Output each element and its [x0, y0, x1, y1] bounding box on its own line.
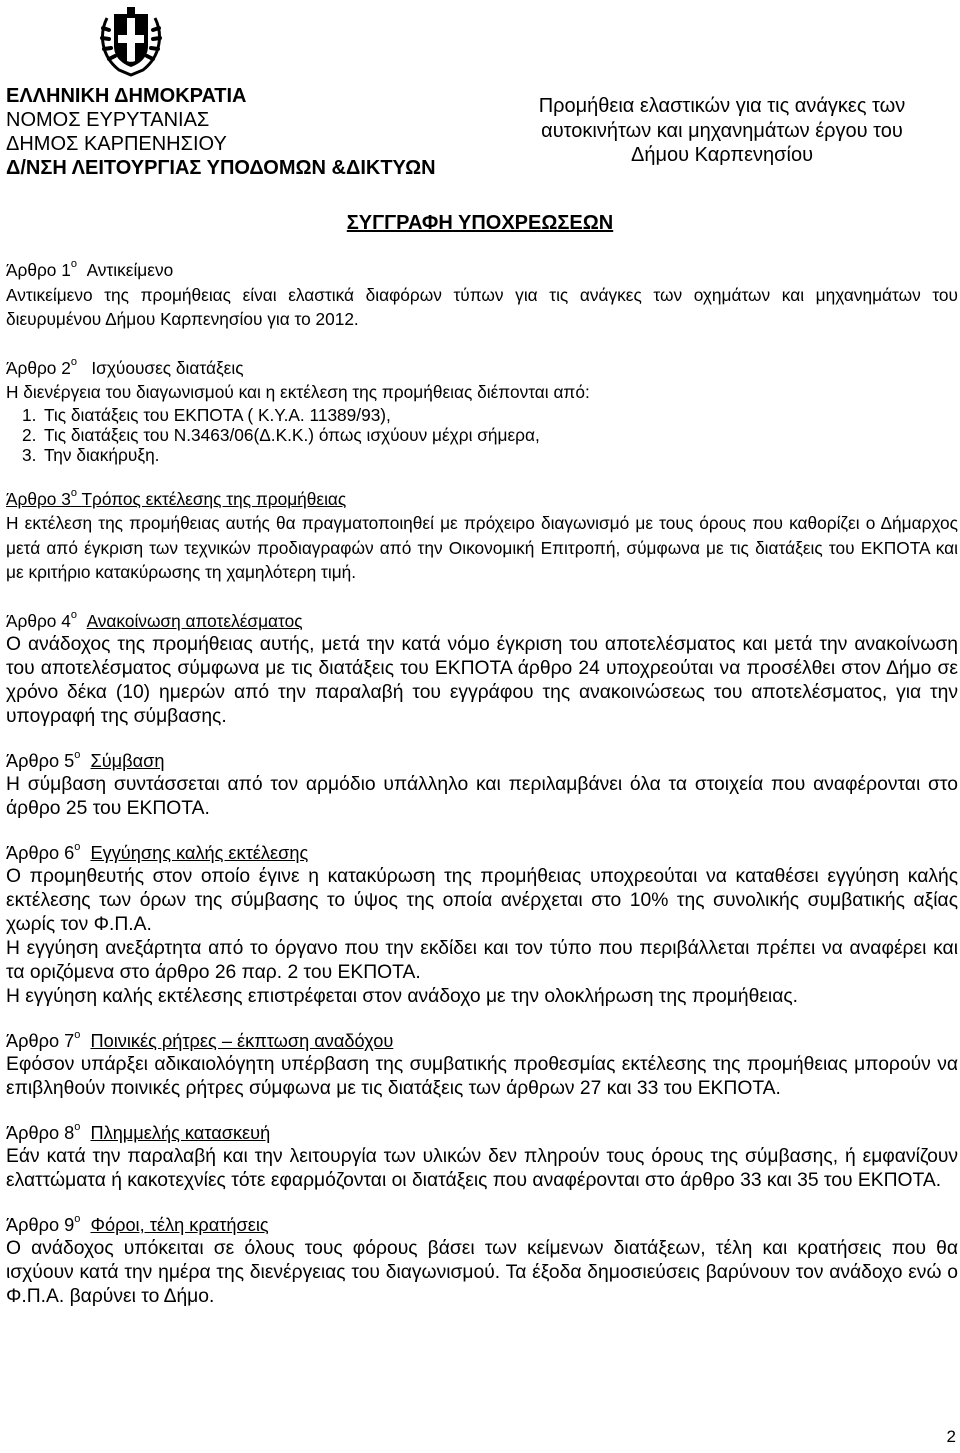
article-label: Άρθρο 6 — [6, 843, 75, 863]
article-name: Φόροι, τέλη κρατήσεις — [90, 1215, 269, 1235]
article-label: Άρθρο 1 — [6, 260, 71, 280]
article-label: Άρθρο 5 — [6, 751, 75, 771]
article-heading — [6, 258, 958, 283]
article-heading — [6, 356, 958, 381]
article-9 — [6, 1213, 958, 1309]
article-label: Άρθρο 4 — [6, 610, 71, 631]
articles-body — [6, 258, 958, 1309]
article-5 — [6, 749, 958, 821]
article-heading — [6, 841, 958, 865]
article-ordinal: ο — [74, 1028, 81, 1041]
list-item-number: 2. — [22, 424, 37, 445]
article-name: Εγγύησης καλής εκτέλεσης — [90, 843, 309, 863]
subject-line-1: Προμήθεια ελαστικών για τις ανάγκες των — [538, 95, 906, 117]
article-3 — [6, 487, 958, 585]
list-item-number: 1. — [22, 404, 37, 425]
article-text: Ο ανάδοχος της προμήθειας αυτής, μετά την κατά νόμο έγκριση του αποτελέσματος και μετά την ανακοίνωση του αποτελέσματος σύμφωνα με τις διατάξεις του ΕΚΠΟΤΑ άρθρο 24 υποχρεούται να προσέλθει στον Δήμο σε χρόνο δέκα (10) ημερών από την παραλαβή του εγγράφου της ανακοινώσεως του αποτελέσματος, για την υπογραφή της σύμβασης. — [6, 634, 958, 727]
article-label: Άρθρο 3 — [6, 488, 71, 509]
article-ordinal: ο — [70, 486, 77, 499]
list-item — [6, 425, 958, 445]
list-item — [6, 405, 958, 425]
list-item-text: Τις διατάξεις του Ν.3463/06(Δ.Κ.Κ.) όπως ισχύουν μέχρι σήμερα, — [44, 424, 540, 445]
article-name: Πλημμελής κατασκευή — [90, 1123, 271, 1143]
list-item — [6, 445, 958, 465]
article-label: Άρθρο 7 — [6, 1031, 75, 1051]
document-title — [0, 210, 960, 236]
article-name: Ποινικές ρήτρες – έκπτωση αναδόχου — [90, 1031, 394, 1051]
article-7 — [6, 1029, 958, 1101]
article-label: Άρθρο 2 — [6, 357, 71, 378]
issuer-line-3: ΔΗΜΟΣ ΚΑΡΠΕΝΗΣΙΟΥ — [6, 133, 227, 155]
article-ordinal: ο — [74, 1212, 81, 1225]
issuer-line-4: Δ/ΝΣΗ ΛΕΙΤΟΥΡΓΙΑΣ ΥΠΟΔΟΜΩΝ &ΔΙΚΤΥΩΝ — [6, 157, 436, 179]
article-heading — [6, 609, 958, 634]
document-title-text: ΣΥΓΓΡΑΦΗ ΥΠΟΧΡΕΩΣΕΩΝ — [346, 212, 614, 234]
article-heading — [6, 1213, 958, 1237]
subject-block — [490, 94, 954, 168]
article-name: Σύμβαση — [90, 751, 165, 771]
list-item-text: Τις διατάξεις του ΕΚΠΟΤΑ ( Κ.Υ.Α. 11389/93), — [44, 404, 391, 425]
article-label: Άρθρο 8 — [6, 1123, 75, 1143]
article-heading — [6, 487, 958, 512]
article-6 — [6, 841, 958, 1009]
article-ordinal: ο — [74, 1120, 81, 1133]
article-label: Άρθρο 9 — [6, 1215, 75, 1235]
article-text: Εάν κατά την παραλαβή και την λειτουργία των υλικών δεν πληρούν τους όρους της σύμβασης, ή εμφανίζουν ελαττώματα ή κακοτεχνίες τότε εφαρμόζονται οι διατάξεις που αναφέρονται στο άρθρο 33 και 35 του ΕΚΠΟΤΑ. — [6, 1146, 958, 1191]
article-text: Η σύμβαση συντάσσεται από τον αρμόδιο υπάλληλο και περιλαμβάνει όλα τα στοιχεία που αναφέρονται στο άρθρο 25 του ΕΚΠΟΤΑ. — [6, 774, 958, 819]
provisions-list — [6, 405, 958, 465]
article-text-2: Η εγγύηση ανεξάρτητα από το όργανο που την εκδίδει και τον τύπο που περιβάλλεται πρέπει να αναφέρει και τα οριζόμενα στο άρθρο 26 παρ. 2 του ΕΚΠΟΤΑ. — [6, 938, 958, 983]
article-ordinal: ο — [70, 608, 77, 621]
article-text: Ο ανάδοχος υπόκειται σε όλους τους φόρους βάσει των κείμενων διατάξεων, τέλη και κρατήσεις που θα ισχύουν κατά την ημέρα της διενέργειας του διαγωνισμού. Τα έξοδα δημοσιεύσεις βαρύνουν τον ανάδοχο ενώ ο Φ.Π.Α. βαρύνει το Δήμο. — [6, 1238, 958, 1307]
article-ordinal: ο — [74, 748, 81, 761]
article-2 — [6, 356, 958, 465]
page-number: 2 — [946, 1427, 956, 1446]
article-name: Τρόπος εκτέλεσης της προμήθειας — [81, 488, 347, 509]
article-8 — [6, 1121, 958, 1193]
article-1 — [6, 258, 958, 332]
issuer-block — [6, 84, 476, 180]
article-ordinal: ο — [70, 355, 77, 368]
article-text: Ο προμηθευτής στον οποίο έγινε η κατακύρωση της προμήθειας υποχρεούται να καταθέσει εγγύηση καλής εκτέλεσης των όρων της σύμβασης το ύψος της οποία ανέρχεται στο 10% της συνολικής συμβατικής αξίας χωρίς τον Φ.Π.Α. — [6, 866, 958, 935]
article-heading — [6, 1121, 958, 1145]
subject-line-3: Δήμου Καρπενησίου — [630, 144, 814, 166]
subject-line-2: αυτοκινήτων και μηχανημάτων έργου του — [541, 119, 903, 142]
article-heading — [6, 749, 958, 773]
issuer-line-2: ΝΟΜΟΣ ΕΥΡΥΤΑΝΙΑΣ — [6, 109, 210, 131]
article-heading — [6, 1029, 958, 1053]
article-ordinal: ο — [70, 258, 77, 271]
article-ordinal: ο — [74, 840, 81, 853]
article-name: Ισχύουσες διατάξεις — [91, 357, 244, 378]
article-4 — [6, 609, 958, 730]
greek-emblem-icon — [97, 4, 165, 77]
article-text: Η εκτέλεση της προμήθειας αυτής θα πραγματοποιηθεί με πρόχειρο διαγωνισμό με τους όρους που καθορίζει ο Δήμαρχος μετά από έγκριση των τεχνικών προδιαγραφών από την Οικονομική Επιτροπή, σύμφωνα με τις διατάξεις του ΕΚΠΟΤΑ και με κριτήριο κατακύρωσης τη χαμηλότερη τιμή. — [6, 513, 958, 582]
issuer-line-1: ΕΛΛΗΝΙΚΗ ΔΗΜΟΚΡΑΤΙΑ — [6, 85, 247, 107]
list-item-number: 3. — [22, 444, 37, 465]
article-name: Αντικείμενο — [86, 260, 174, 280]
article-text: Η διενέργεια του διαγωνισμού και η εκτέλεση της προμήθειας διέπονται από: — [6, 382, 590, 402]
article-text: Εφόσον υπάρξει αδικαιολόγητη υπέρβαση της συμβατικής προθεσμίας εκτέλεσης της προμήθειας μπορούν να επιβληθούν ποινικές ρήτρες σύμφωνα με τις διατάξεις των άρθρων 27 και 33 του ΕΚΠΟΤΑ. — [6, 1054, 958, 1099]
list-item-text: Την διακήρυξη. — [44, 444, 160, 465]
article-text-3: Η εγγύηση καλής εκτέλεσης επιστρέφεται στον ανάδοχο με την ολοκλήρωση της προμήθειας. — [6, 986, 798, 1007]
article-text: Αντικείμενο της προμήθειας είναι ελαστικά διαφόρων τύπων για τις ανάγκες των οχημάτων και μηχανημάτων του διευρυμένου Δήμου Καρπενησίου για το 2012. — [6, 284, 958, 329]
article-name: Ανακοίνωση αποτελέσματος — [86, 610, 303, 631]
